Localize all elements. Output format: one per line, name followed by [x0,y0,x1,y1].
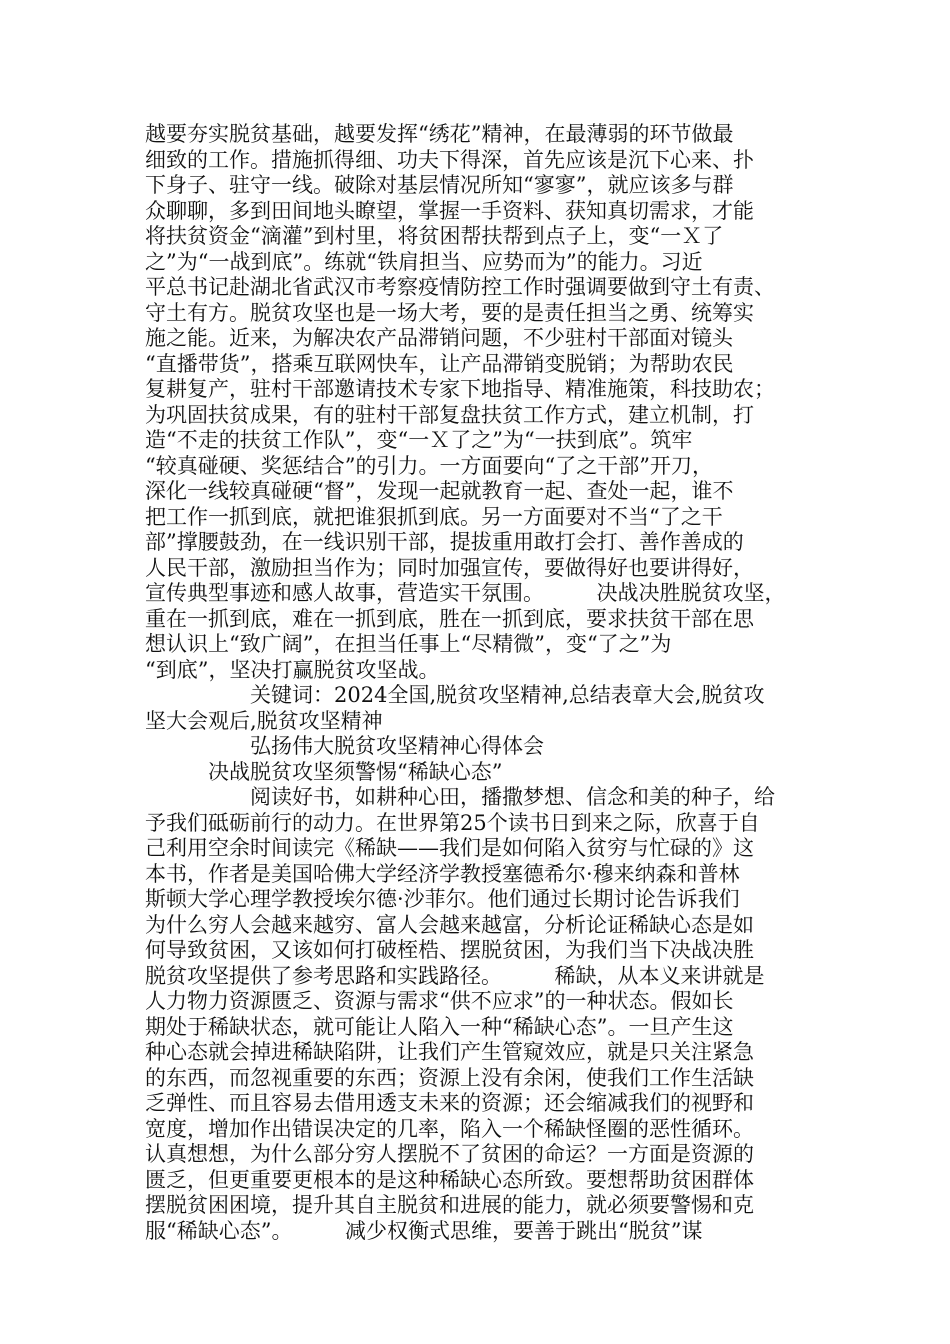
body-text [145,122,815,1244]
text-line: 阅读好书，如耕种心田，播撒梦想、信念和美的种子，给 [145,785,775,809]
text-line: 深化一线较真碰硬“督”，发现一起就教育一起、查处一起，谁不 [145,479,734,503]
text-line: “直播带货”，搭乘互联网快车，让产品滞销变脱销；为帮助农民 [145,351,734,376]
text-line: 越要夯实脱贫基础，越要发挥“绣花”精神，在最薄弱的环节做最 [145,122,734,146]
text-line: 平总书记赴湖北省武汉市考察疫情防控工作时强调要做到守土有责、 [145,275,775,299]
text-line: 己利用空余时间读完《稀缺——我们是如何陷入贫穷与忙碌的》这 [145,836,754,860]
text-line: 期处于稀缺状态，就可能让人陷入一种“稀缺心态”。一旦产生这 [145,1014,734,1039]
article-subtitle: 决战脱贫攻坚须警惕“稀缺心态” [145,759,503,784]
text-line: 乏弹性、而且容易去借用透支未来的资源；还会缩减我们的视野和 [145,1091,754,1115]
text-line: 将扶贫资金“滴灌”到村里，将贫困帮扶帮到点子上，变“一Ｘ了 [145,224,724,248]
text-line: 人力物力资源匮乏、资源与需求“供不应求”的一种状态。假如长 [145,989,734,1013]
text-line: 摆脱贫困困境，提升其自主脱贫和进展的能力，就必须要警惕和克 [145,1193,754,1217]
text-line: 匮乏，但更重要更根本的是这种稀缺心态所致。要想帮助贫困群体 [145,1167,754,1192]
text-line: 种心态就会掉进稀缺陷阱，让我们产生管窥效应，就是只关注紧急 [145,1040,754,1064]
text-line: 服“稀缺心态”。 减少权衡式思维，要善于跳出“脱贫”谋 [145,1218,703,1243]
text-line: 下身子、驻守一线。破除对基层情况所知“寥寥”，就应该多与群 [145,173,734,197]
text-line: 认真想想，为什么部分穷人摆脱不了贫困的命运？一方面是资源的 [145,1142,754,1166]
text-line: 众聊聊，多到田间地头瞭望，掌握一手资料、获知真切需求，才能 [145,198,754,223]
text-line: 为巩固扶贫成果，有的驻村干部复盘扶贫工作方式，建立机制，打 [145,402,754,427]
text-line: 部”撑腰鼓劲，在一线识别干部，提拔重用敢打会打、善作善成的 [145,530,744,554]
text-line: “较真碰硬、奖惩结合”的引力。一方面要向“了之干部”开刀， [145,453,713,478]
text-line: 施之能。近来，为解决农产品滞销问题，不少驻村干部面对镜头 [145,326,733,350]
text-line: 守土有方。脱贫攻坚也是一场大考，要的是责任担当之勇、统筹实 [145,300,754,325]
text-line: 宽度，增加作出错误决定的几率，陷入一个稀缺怪圈的恶性循环。 [145,1116,754,1141]
text-line: 造“不走的扶贫工作队”，变“一Ｘ了之”为“一扶到底”。筑牢 [145,428,693,452]
text-line: 人民干部，激励担当作为；同时加强宣传，要做得好也要讲得好， [145,555,754,580]
text-line: “到底”，坚决打赢脱贫攻坚战。 [145,657,440,682]
text-line: 予我们砥砺前行的动力。在世界第25个读书日到来之际，欣喜于自 [145,810,760,835]
article-title: 弘扬伟大脱贫攻坚精神心得体会 [145,734,544,758]
text-line: 复耕复产，驻村干部邀请技术专家下地指导、精准施策，科技助农； [145,377,775,401]
text-line: 为什么穷人会越来越穷、富人会越来越富，分析论证稀缺心态是如 [145,912,754,937]
keywords-line: 关键词：2024全国,脱贫攻坚精神,总结表章大会,脱贫攻 [145,683,765,707]
text-line: 脱贫攻坚提供了参考思路和实践路径。 稀缺，从本义来讲就是 [145,963,765,988]
text-line: 细致的工作。措施抓得细、功夫下得深，首先应该是沉下心来、扑 [145,147,754,172]
text-line: 重在一抓到底，难在一抓到底，胜在一抓到底，要求扶贫干部在思 [145,606,754,631]
text-line: 本书，作者是美国哈佛大学经济学教授塞德希尔·穆来纳森和普林 [145,861,740,886]
text-line: 把工作一抓到底，就把谁狠抓到底。另一方面要对不当“了之干 [145,504,723,529]
text-line: 的东西，而忽视重要的东西；资源上没有余闲，使我们工作生活缺 [145,1065,754,1090]
text-line: 之”为“一战到底”。练就“铁肩担当、应势而为”的能力。习近 [145,249,703,274]
keywords-line: 坚大会观后,脱贫攻坚精神 [145,708,383,733]
text-line: 何导致贫困，又该如何打破桎梏、摆脱贫困，为我们当下决战决胜 [145,938,754,962]
text-line: 想认识上“致广阔”，在担当任事上“尽精微”，变“了之”为 [145,632,672,656]
text-line: 斯顿大学心理学教授埃尔德·沙菲尔。他们通过长期讨论告诉我们 [145,887,740,911]
text-line: 宣传典型事迹和感人故事，营造实干氛围。 决战决胜脱贫攻坚， [145,581,786,605]
